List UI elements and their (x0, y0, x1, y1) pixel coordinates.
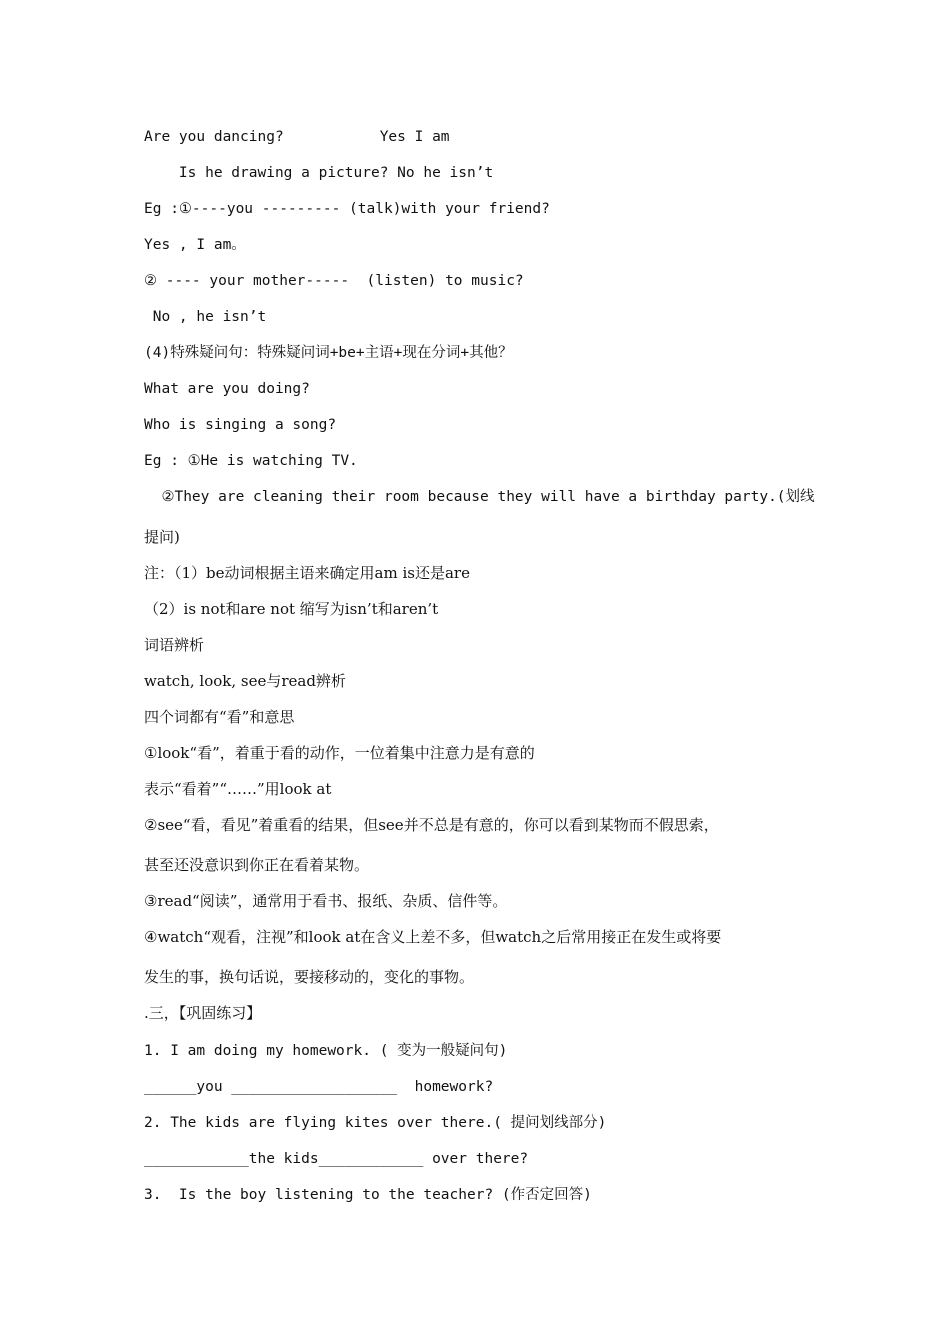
text-line-9: Who is singing a song? (144, 417, 337, 433)
text-line-13: 注：（1）be动词根据主语来确定用am is还是are (144, 564, 470, 582)
text-line-10: Eg : ①He is watching TV. (144, 453, 358, 469)
text-line-17: 四个词都有“看”和意思 (144, 708, 295, 726)
text-line-18: ①look“看”，着重于看的动作，一位着集中注意力是有意的 (144, 744, 535, 762)
text-line-20: ②see“看，看见”着重看的结果，但see并不总是有意的，你可以看到某物而不假思索， (144, 816, 719, 834)
text-line-19: 表示“看着”“……”用look at (144, 780, 332, 798)
text-line-2: Is he drawing a picture? No he isn’t (144, 165, 494, 181)
text-line-12: 提问) (144, 528, 180, 546)
text-line-5: ② ---- your mother----- (listen) to music? (144, 273, 524, 289)
text-line-7: (4)特殊疑问句：特殊疑问词+be+主语+现在分词+其他？ (144, 345, 513, 361)
text-line-6: No , he isn’t (144, 309, 267, 325)
text-line-14: （2）is not和are not 缩写为isn’t和aren’t (144, 600, 439, 618)
exercise-2-blank: ____________the kids____________ over there? (144, 1151, 529, 1167)
text-line-23: ④watch“观看，注视”和look at在含义上差不多，但watch之后常用接正在发生或将要 (144, 928, 722, 946)
text-line-22: ③read“阅读”，通常用于看书、报纸、杂质、信件等。 (144, 892, 508, 910)
text-line-24: 发生的事，换句话说，要接移动的，变化的事物。 (144, 968, 475, 986)
text-line-3: Eg :①----you --------- (talk)with your friend? (144, 201, 550, 217)
exercise-1: 1. I am doing my homework. ( 变为一般疑问句) (144, 1043, 508, 1059)
text-line-21: 甚至还没意识到你正在看着某物。 (144, 856, 370, 874)
text-line-8: What are you doing? (144, 381, 310, 397)
exercise-1-blank: ______you ___________________ homework? (144, 1079, 494, 1095)
exercise-2: 2. The kids are flying kites over there.( 提问划线部分) (144, 1115, 607, 1131)
exercise-3: 3. Is the boy listening to the teacher? (作否定回答) (144, 1187, 592, 1203)
text-line-1: Are you dancing? Yes I am (144, 129, 450, 145)
text-line-11: ②They are cleaning their room because they will have a birthday party.(划线 (144, 489, 815, 505)
text-line-16: watch, look, see与read辨析 (144, 672, 346, 690)
section-heading-practice: .三，【巩固练习】 (144, 1004, 262, 1022)
section-heading-vocab: 词语辨析 (144, 636, 205, 654)
text-line-4: Yes , I am。 (144, 237, 246, 253)
